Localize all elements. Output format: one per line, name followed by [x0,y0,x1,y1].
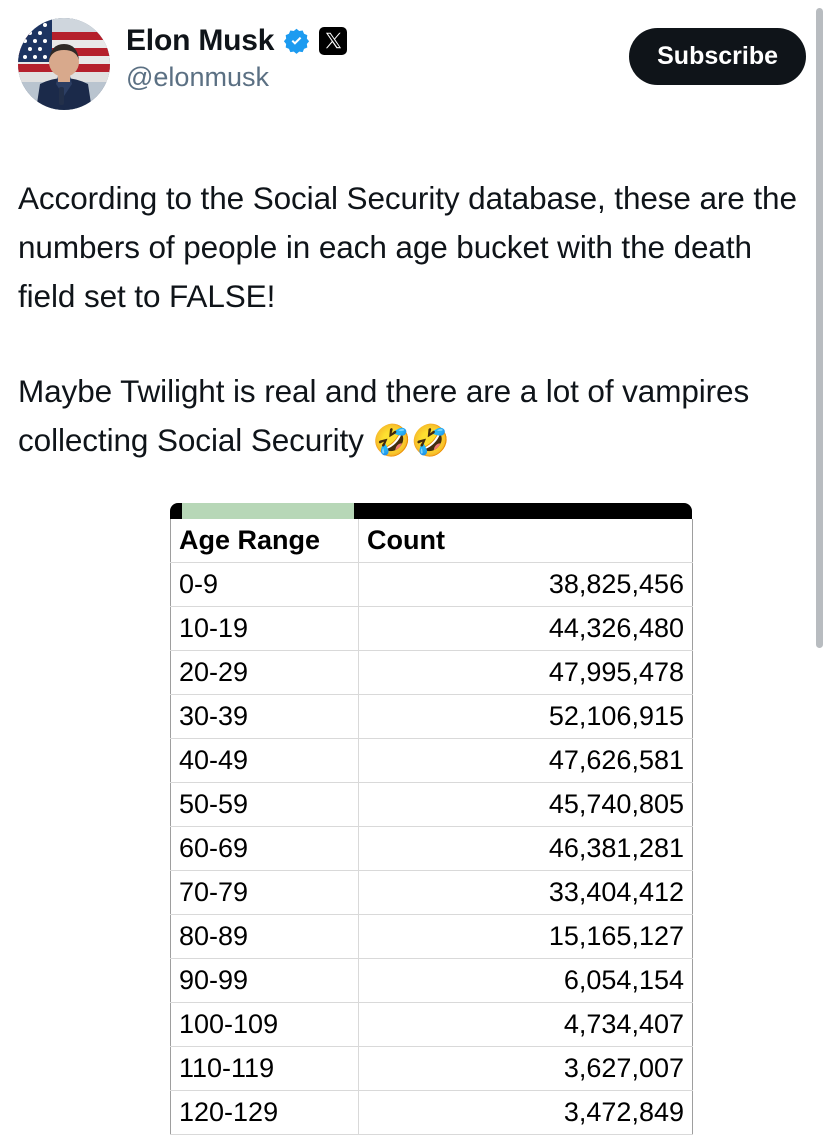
tweet-body [18,174,806,465]
cell-age-range: 100-109 [171,1003,359,1047]
cell-count: 15,165,127 [359,915,693,959]
table-row [171,871,693,915]
cell-count: 4,734,407 [359,1003,693,1047]
table-row [171,1047,693,1091]
name-row [126,24,613,57]
cell-count: 38,825,456 [359,563,693,607]
rolling-laugh-emoji-2: 🤣 [410,423,450,458]
cell-age-range: 70-79 [171,871,359,915]
table-row [171,563,693,607]
table-row [171,1003,693,1047]
cell-count: 3,472,849 [359,1091,693,1135]
cell-age-range: 30-39 [171,695,359,739]
cell-count: 46,381,281 [359,827,693,871]
page-scrollbar[interactable] [816,8,823,1100]
subscribe-button[interactable]: Subscribe [629,28,806,85]
table-row [171,651,693,695]
spreadsheet-topbar [170,503,692,519]
cell-age-range: 110-119 [171,1047,359,1091]
age-count-table [170,519,693,1135]
cell-age-range: 10-19 [171,607,359,651]
identity-block [126,18,613,93]
table-row [171,607,693,651]
spreadsheet-image [170,503,692,1135]
display-name: Elon Musk [126,24,275,57]
table-header-row [171,519,693,563]
avatar[interactable] [18,18,110,110]
table-row [171,915,693,959]
selected-column-highlight [182,503,354,519]
handle: @elonmusk [126,62,269,92]
cell-age-range: 0-9 [171,563,359,607]
cell-age-range: 50-59 [171,783,359,827]
cell-age-range: 90-99 [171,959,359,1003]
cell-age-range: 20-29 [171,651,359,695]
cell-age-range: 60-69 [171,827,359,871]
verified-badge-icon [283,27,310,54]
table-row [171,739,693,783]
x-logo-icon[interactable] [319,27,347,55]
cell-age-range: 120-129 [171,1091,359,1135]
cell-age-range: 80-89 [171,915,359,959]
tweet-paragraph-2-text: Maybe Twilight is real and there are a lot of vampires collecting Social Security [18,373,750,458]
cell-count: 52,106,915 [359,695,693,739]
tweet-paragraph-2 [18,367,806,465]
cell-count: 6,054,154 [359,959,693,1003]
cell-count: 3,627,007 [359,1047,693,1091]
cell-age-range: 40-49 [171,739,359,783]
column-header-age-range: Age Range [171,519,359,563]
rolling-laugh-emoji-1: 🤣 [372,423,411,458]
profile-avatar-image [18,18,110,110]
scrollbar-thumb[interactable] [816,8,823,648]
cell-count: 47,626,581 [359,739,693,783]
table-row [171,827,693,871]
table-row [171,783,693,827]
tweet-header [18,18,806,126]
tweet-paragraph-1: According to the Social Security database, these are the numbers of people in each age bucket with the death field set to FALSE! [18,180,797,314]
cell-count: 47,995,478 [359,651,693,695]
table-row [171,1091,693,1135]
cell-count: 44,326,480 [359,607,693,651]
cell-count: 33,404,412 [359,871,693,915]
table-row [171,959,693,1003]
cell-count: 45,740,805 [359,783,693,827]
table-row [171,695,693,739]
column-header-count: Count [359,519,693,563]
